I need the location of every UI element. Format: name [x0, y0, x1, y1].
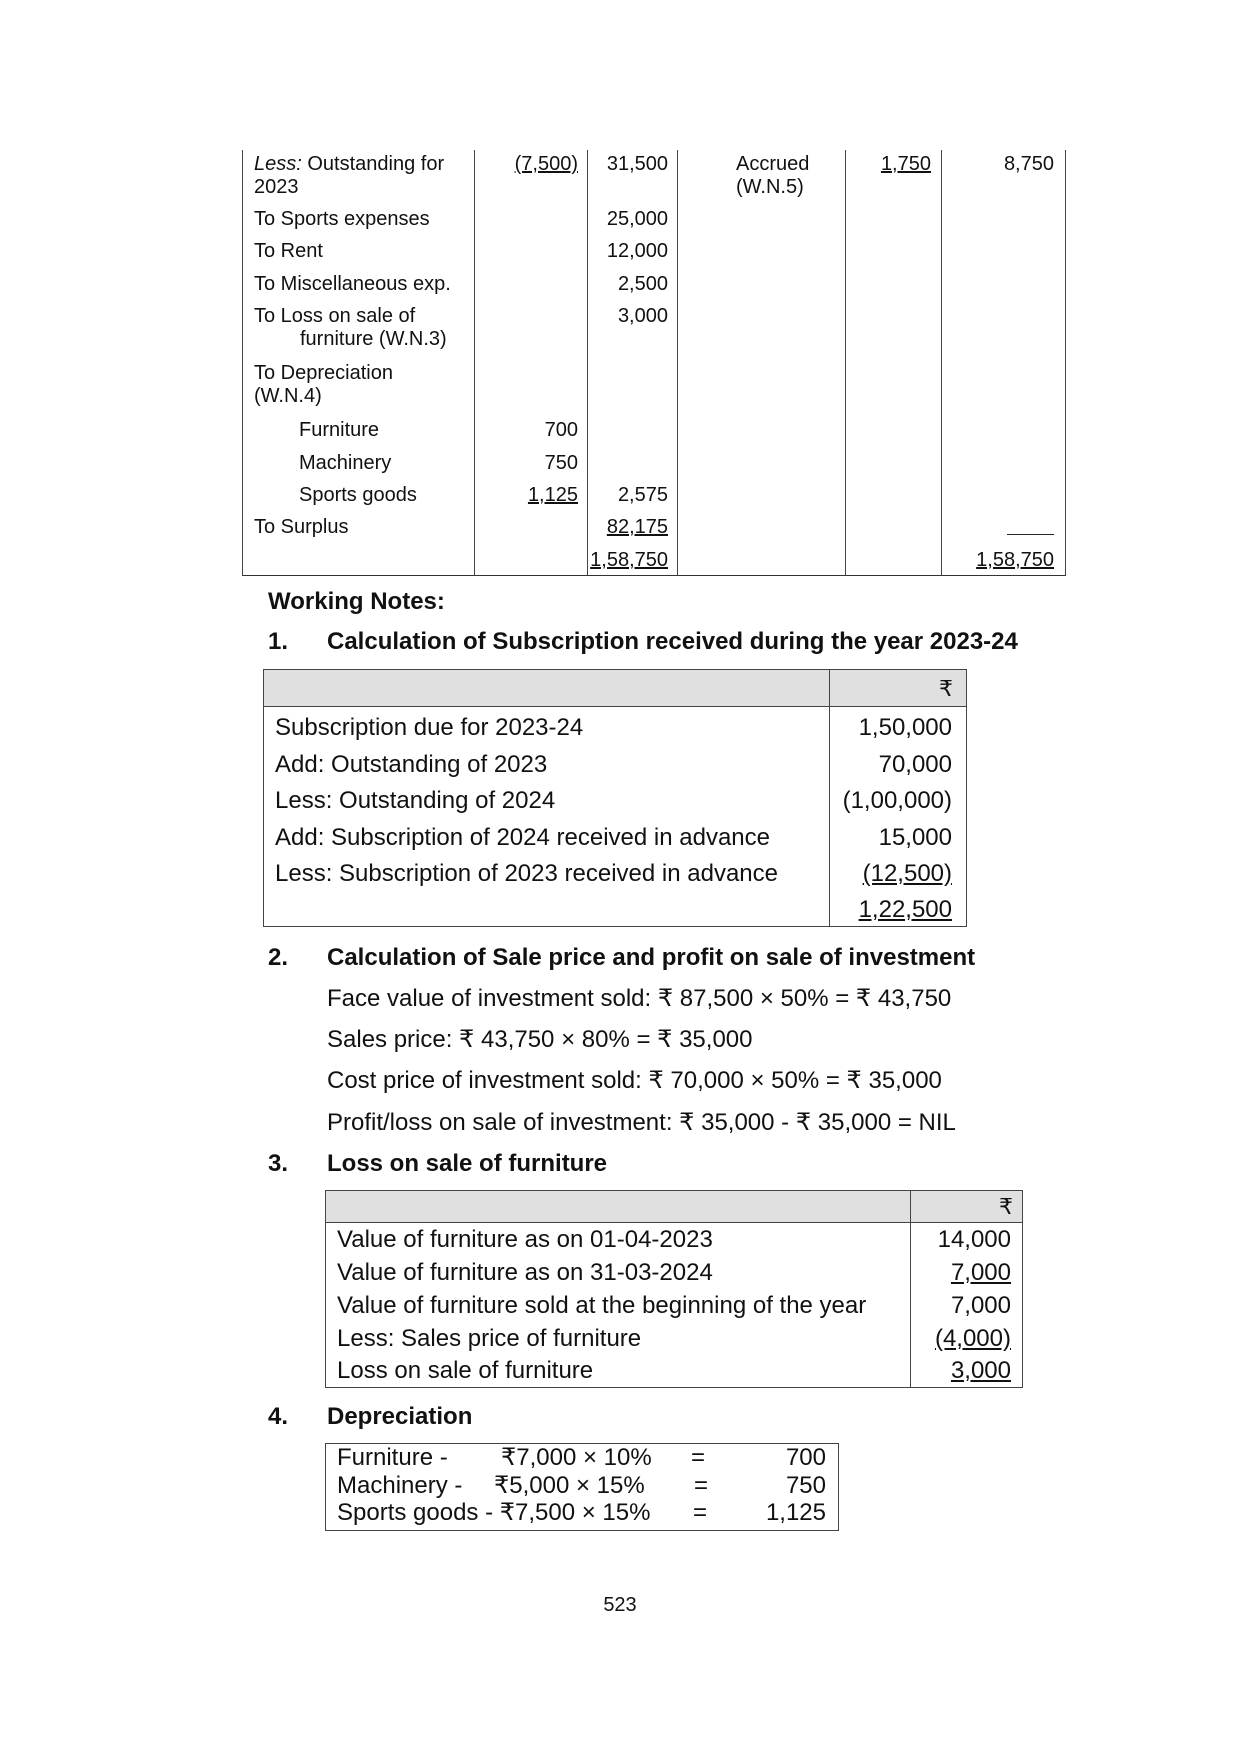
dep-label: Furniture -	[337, 1444, 448, 1471]
note4-title: Depreciation	[327, 1403, 473, 1430]
page-number: 523	[603, 1594, 637, 1616]
ledger-label-sports-expenses: To Sports expenses	[254, 208, 430, 230]
dep-equals: =	[693, 1499, 708, 1526]
ledger-total-right: 1,58,750	[976, 549, 1054, 571]
table-row-value: 70,000	[878, 751, 952, 778]
ledger-c2-misc: 2,500	[617, 273, 668, 295]
ledger-c5-accrued: 8,750	[1003, 153, 1054, 175]
ledger-c2-rent: 12,000	[606, 240, 668, 262]
calc-line: Sales price: ₹ 43,750 × 80% = ₹ 35,000	[327, 1026, 753, 1053]
note1-title: Calculation of Subscription received during the year 2023-24	[327, 628, 1018, 655]
ledger-c1-furniture: 700	[544, 419, 578, 441]
table-row-label: Add: Subscription of 2024 received in advance	[275, 824, 770, 851]
table-row-label: Subscription due for 2023-24	[275, 714, 584, 741]
table-row-value: (1,00,000)	[842, 787, 952, 814]
ledger-c4-accrued: 1,750	[880, 153, 931, 175]
note2-title: Calculation of Sale price and profit on sale of investment	[327, 944, 976, 971]
note4-number: 4.	[268, 1403, 289, 1430]
rupee-header: ₹	[939, 676, 953, 701]
note1-number: 1.	[268, 628, 289, 655]
table-row-label: Value of furniture as on 31-03-2024	[337, 1259, 713, 1286]
dep-equals: =	[691, 1444, 706, 1471]
dep-label: Machinery -	[337, 1472, 463, 1499]
ledger-c1-machinery: 750	[544, 452, 578, 474]
ledger-label-machinery: Machinery	[299, 452, 392, 474]
dep-value: 750	[785, 1472, 826, 1499]
ledger-c2-outstanding: 31,500	[606, 153, 668, 175]
ledger-col-divider	[845, 150, 846, 575]
ledger-c2-sports-goods: 2,575	[617, 484, 668, 506]
depreciation-box	[325, 1443, 839, 1531]
table-row-value: (4,000)	[934, 1325, 1011, 1352]
table-row-value: 14,000	[937, 1226, 1011, 1253]
ledger-c2-sports-expenses: 25,000	[606, 208, 668, 230]
ledger-label-misc: To Miscellaneous exp.	[254, 273, 451, 295]
ledger-c2-surplus: 82,175	[606, 516, 668, 538]
furniture-loss-table	[325, 1190, 1023, 1388]
note3-title: Loss on sale of furniture	[327, 1150, 608, 1177]
ledger-accrued-label: Accrued (W.N.5)	[736, 153, 810, 198]
table-row-value: 3,000	[950, 1357, 1011, 1384]
table-row-value: 7,000	[950, 1292, 1011, 1319]
ledger-col-divider	[677, 150, 678, 575]
income-expenditure-ledger	[242, 150, 1066, 576]
dep-value: 1,125	[765, 1499, 826, 1526]
dep-calc: ₹7,000 × 10%	[501, 1444, 652, 1471]
ledger-label-furniture: Furniture	[299, 419, 380, 441]
ledger-c1-sports-goods: 1,125	[527, 484, 578, 506]
table-row-label: Add: Outstanding of 2023	[275, 751, 548, 778]
table-row-value: 1,50,000	[858, 714, 952, 741]
dep-calc: ₹5,000 × 15%	[494, 1472, 645, 1499]
dep-equals: =	[694, 1472, 709, 1499]
ledger-label-loss-furniture: To Loss on sale of furniture (W.N.3)	[254, 305, 447, 350]
table-row-label: Value of furniture sold at the beginning of the year	[337, 1292, 867, 1319]
table-row-value: (12,500)	[862, 860, 952, 887]
note3-number: 3.	[268, 1150, 289, 1177]
ledger-total-left: 1,58,750	[590, 549, 668, 571]
table-row-label: Less: Subscription of 2023 received in advance	[275, 860, 778, 887]
ledger-label-sports-goods: Sports goods	[299, 484, 417, 506]
ledger-label-less-outstanding: Less: Outstanding for 2023	[254, 153, 445, 198]
table-header	[326, 1191, 1022, 1223]
blank-total-line	[1007, 534, 1054, 535]
table-row-label: Less: Sales price of furniture	[337, 1325, 642, 1352]
calc-line: Cost price of investment sold: ₹ 70,000 × 50% = ₹ 35,000	[327, 1067, 942, 1094]
ledger-label-depreciation: To Depreciation (W.N.4)	[254, 362, 393, 407]
ledger-label-rent: To Rent	[254, 240, 323, 262]
ledger-c2-loss-furniture: 3,000	[617, 305, 668, 327]
table-header	[264, 670, 966, 707]
table-row-label: Loss on sale of furniture	[337, 1357, 594, 1384]
rupee-header: ₹	[999, 1194, 1013, 1219]
note2-number: 2.	[268, 944, 289, 971]
table-row-value: 15,000	[878, 824, 952, 851]
ledger-col-divider	[941, 150, 942, 575]
ledger-col-divider	[474, 150, 475, 575]
ledger-c1-outstanding: (7,500)	[514, 153, 578, 175]
subscription-total: 1,22,500	[858, 896, 952, 923]
calc-line: Profit/loss on sale of investment: ₹ 35,000 - ₹ 35,000 = NIL	[327, 1109, 956, 1136]
subscription-table	[263, 669, 967, 927]
working-notes-heading: Working Notes:	[268, 588, 445, 615]
table-row-value: 7,000	[950, 1259, 1011, 1286]
calc-line: Face value of investment sold: ₹ 87,500 × 50% = ₹ 43,750	[327, 985, 952, 1012]
ledger-label-surplus: To Surplus	[254, 516, 349, 538]
table-row-label: Less: Outstanding of 2024	[275, 787, 556, 814]
dep-label: Sports goods - ₹7,500 × 15%	[337, 1499, 651, 1526]
table-row-label: Value of furniture as on 01-04-2023	[337, 1226, 713, 1253]
dep-value: 700	[785, 1444, 826, 1471]
